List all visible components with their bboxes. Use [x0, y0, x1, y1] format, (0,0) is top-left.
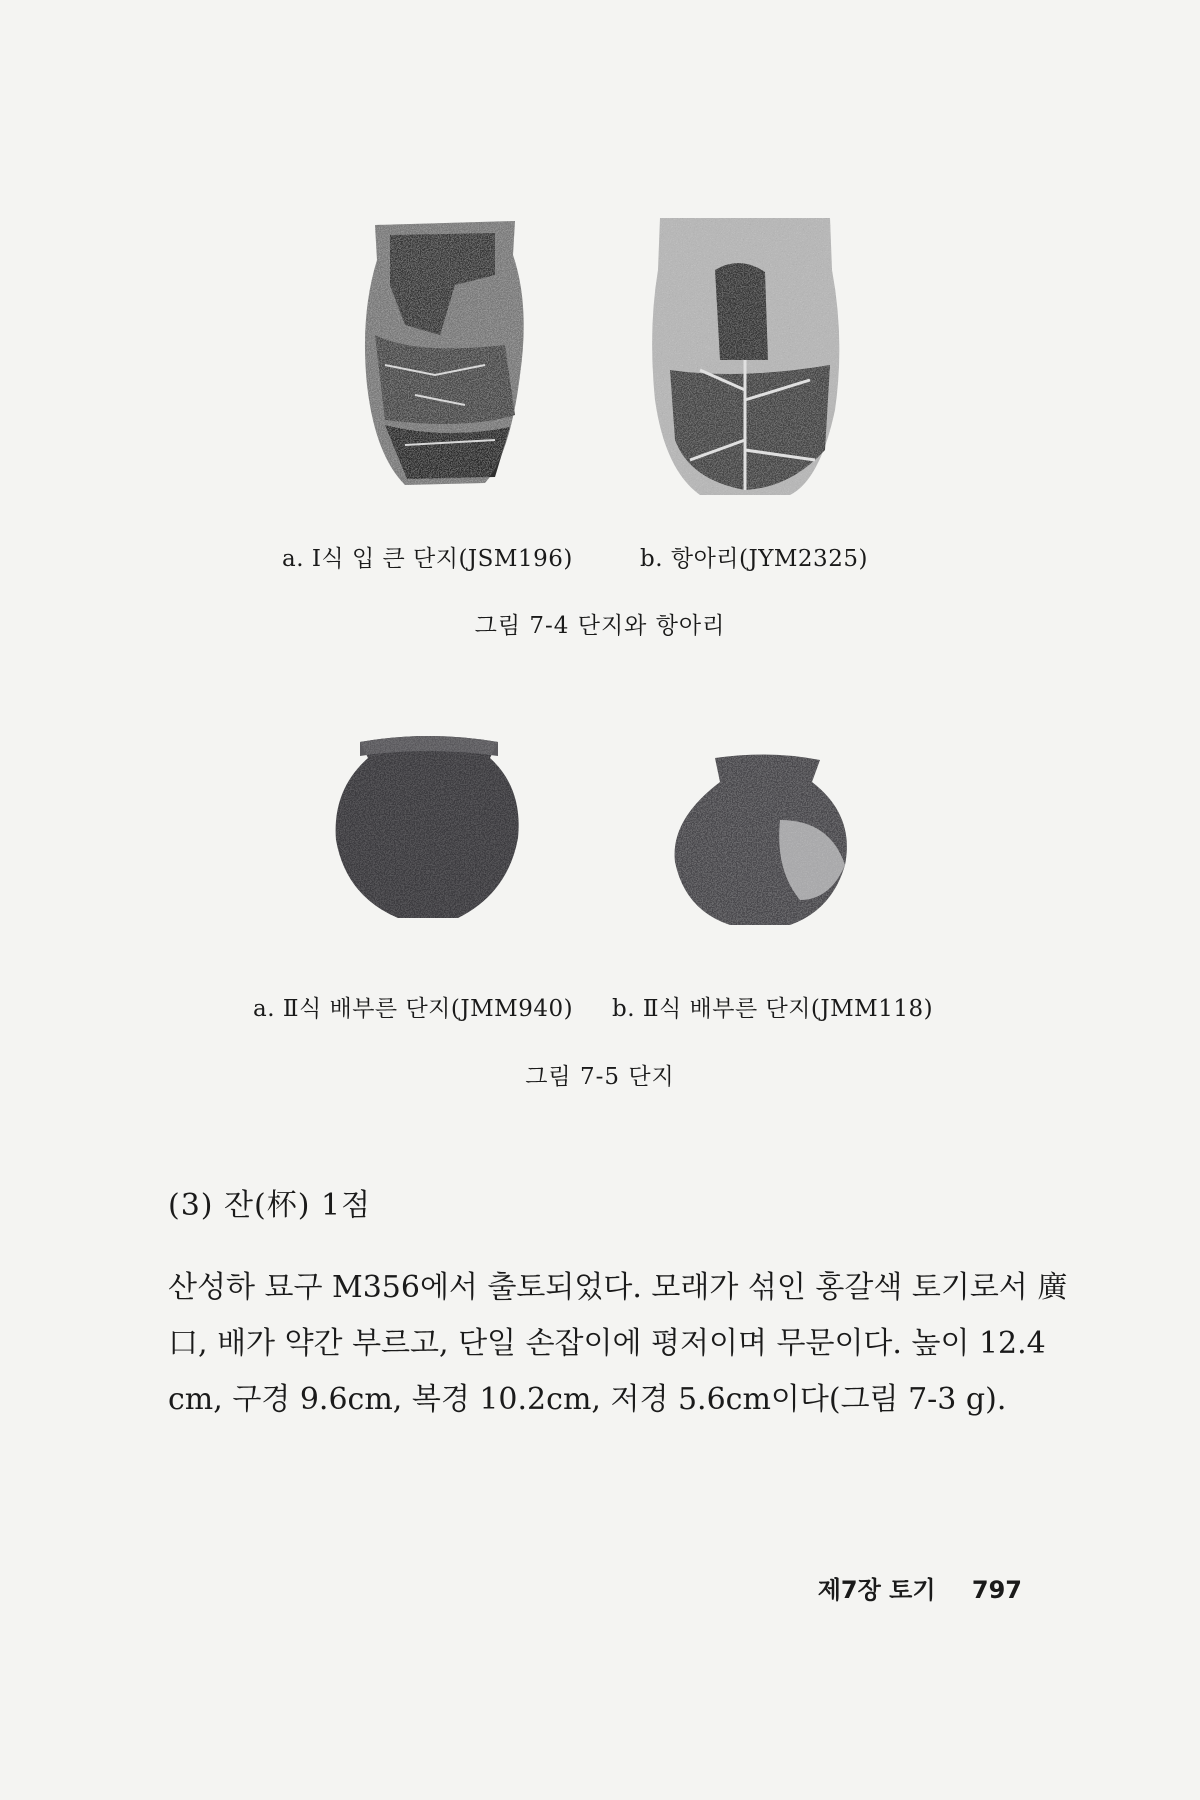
paragraph-line: 산성하 묘구 M356에서 출토되었다. 모래가 섞인 홍갈색 토기로서 廣 [168, 1270, 1068, 1305]
figure-7-4-title: 그림 7-4 단지와 항아리 [474, 613, 726, 639]
photo-jar-jmm940 [318, 728, 538, 928]
paragraph-line: 口, 배가 약간 부르고, 단일 손잡이에 평저이며 무문이다. 높이 12.4 [168, 1326, 1046, 1361]
page-number: 797 [971, 1576, 1022, 1604]
page-footer [818, 1570, 1022, 1605]
figure-7-5-caption-a: a. Ⅱ식 배부른 단지(JMM940) [253, 996, 574, 1022]
figure-7-5-title: 그림 7-5 단지 [525, 1064, 675, 1090]
paragraph-line: cm, 구경 9.6cm, 복경 10.2cm, 저경 5.6cm이다(그림 7-3 g). [168, 1382, 1007, 1417]
photo-jar-jym2325 [640, 210, 850, 500]
body-paragraph [168, 1260, 1068, 1428]
figure-7-4-caption-b: b. 항아리(JYM2325) [640, 546, 868, 572]
chapter-label: 제7장 토기 [817, 1576, 936, 1604]
photo-jar-jmm118 [660, 750, 860, 930]
photo-jar-jsm196 [345, 215, 545, 495]
section-heading: (3) 잔(杯) 1점 [168, 1188, 372, 1223]
figure-7-4-caption-a: a. Ⅰ식 입 큰 단지(JSM196) [282, 546, 573, 572]
figure-7-5-caption-b: b. Ⅱ식 배부른 단지(JMM118) [612, 996, 934, 1022]
